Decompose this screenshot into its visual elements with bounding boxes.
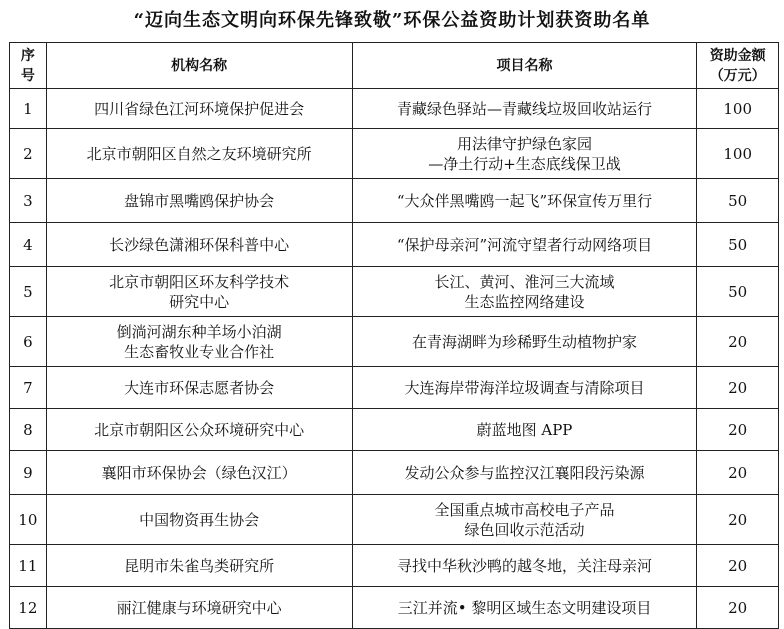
row-seq: 3 — [10, 179, 47, 223]
row-org: 四川省绿色江河环境保护促进会 — [46, 89, 352, 129]
row-org: 襄阳市环保协会（绿色汉江） — [46, 451, 352, 495]
table-row — [10, 223, 779, 267]
table-row — [10, 89, 779, 129]
row-amount: 20 — [697, 545, 779, 587]
row-project: 青藏绿色驿站—青藏线垃圾回收站运行 — [352, 89, 697, 129]
table-row — [10, 317, 779, 367]
row-seq: 11 — [10, 545, 47, 587]
row-seq: 12 — [10, 587, 47, 629]
row-project: 长江、黄河、淮河三大流域 生态监控网络建设 — [352, 267, 697, 317]
row-seq: 6 — [10, 317, 47, 367]
header-seq: 序 号 — [10, 43, 47, 89]
row-amount: 20 — [697, 587, 779, 629]
row-project: 三江并流• 黎明区域生态文明建设项目 — [352, 587, 697, 629]
row-seq: 10 — [10, 495, 47, 545]
row-project: 发动公众参与监控汉江襄阳段污染源 — [352, 451, 697, 495]
grant-recipients-table — [9, 42, 779, 629]
row-seq: 7 — [10, 367, 47, 409]
row-org: 北京市朝阳区自然之友环境研究所 — [46, 129, 352, 179]
row-project: 用法律守护绿色家园 —净土行动+生态底线保卫战 — [352, 129, 697, 179]
table-row — [10, 267, 779, 317]
table-row — [10, 367, 779, 409]
row-seq: 9 — [10, 451, 47, 495]
row-org: 倒淌河湖东种羊场小泊湖 生态畜牧业专业合作社 — [46, 317, 352, 367]
row-seq: 5 — [10, 267, 47, 317]
row-project: 大连海岸带海洋垃圾调查与清除项目 — [352, 367, 697, 409]
row-project: “大众伴黑嘴鸥一起飞”环保宣传万里行 — [352, 179, 697, 223]
row-amount: 20 — [697, 317, 779, 367]
row-amount: 50 — [697, 223, 779, 267]
table-row — [10, 495, 779, 545]
row-seq: 1 — [10, 89, 47, 129]
table-row — [10, 587, 779, 629]
row-org: 盘锦市黑嘴鸥保护协会 — [46, 179, 352, 223]
table-row — [10, 451, 779, 495]
row-amount: 100 — [697, 129, 779, 179]
table-row — [10, 545, 779, 587]
row-org: 大连市环保志愿者协会 — [46, 367, 352, 409]
row-amount: 20 — [697, 409, 779, 451]
document-title: “迈向生态文明向环保先锋致敬”环保公益资助计划获资助名单 — [133, 10, 651, 31]
row-seq: 8 — [10, 409, 47, 451]
row-org: 北京市朝阳区公众环境研究中心 — [46, 409, 352, 451]
row-amount: 50 — [697, 179, 779, 223]
row-amount: 20 — [697, 495, 779, 545]
row-amount: 20 — [697, 367, 779, 409]
table-body — [10, 89, 779, 629]
header-amount: 资助金额 （万元） — [697, 43, 779, 89]
row-org: 长沙绿色潇湘环保科普中心 — [46, 223, 352, 267]
row-project: 蔚蓝地图 APP — [352, 409, 697, 451]
row-project: 寻找中华秋沙鸭的越冬地，关注母亲河 — [352, 545, 697, 587]
table-row — [10, 129, 779, 179]
row-org: 中国物资再生协会 — [46, 495, 352, 545]
row-project: 全国重点城市高校电子产品 绿色回收示范活动 — [352, 495, 697, 545]
row-seq: 2 — [10, 129, 47, 179]
row-amount: 20 — [697, 451, 779, 495]
row-project: “保护母亲河”河流守望者行动网络项目 — [352, 223, 697, 267]
row-seq: 4 — [10, 223, 47, 267]
row-amount: 100 — [697, 89, 779, 129]
row-org: 昆明市朱雀鸟类研究所 — [46, 545, 352, 587]
table-header-row — [10, 43, 779, 89]
row-org: 北京市朝阳区环友科学技术 研究中心 — [46, 267, 352, 317]
table-row — [10, 179, 779, 223]
row-project: 在青海湖畔为珍稀野生动植物护家 — [352, 317, 697, 367]
table-row — [10, 409, 779, 451]
header-org: 机构名称 — [46, 43, 352, 89]
row-amount: 50 — [697, 267, 779, 317]
row-org: 丽江健康与环境研究中心 — [46, 587, 352, 629]
header-project: 项目名称 — [352, 43, 697, 89]
